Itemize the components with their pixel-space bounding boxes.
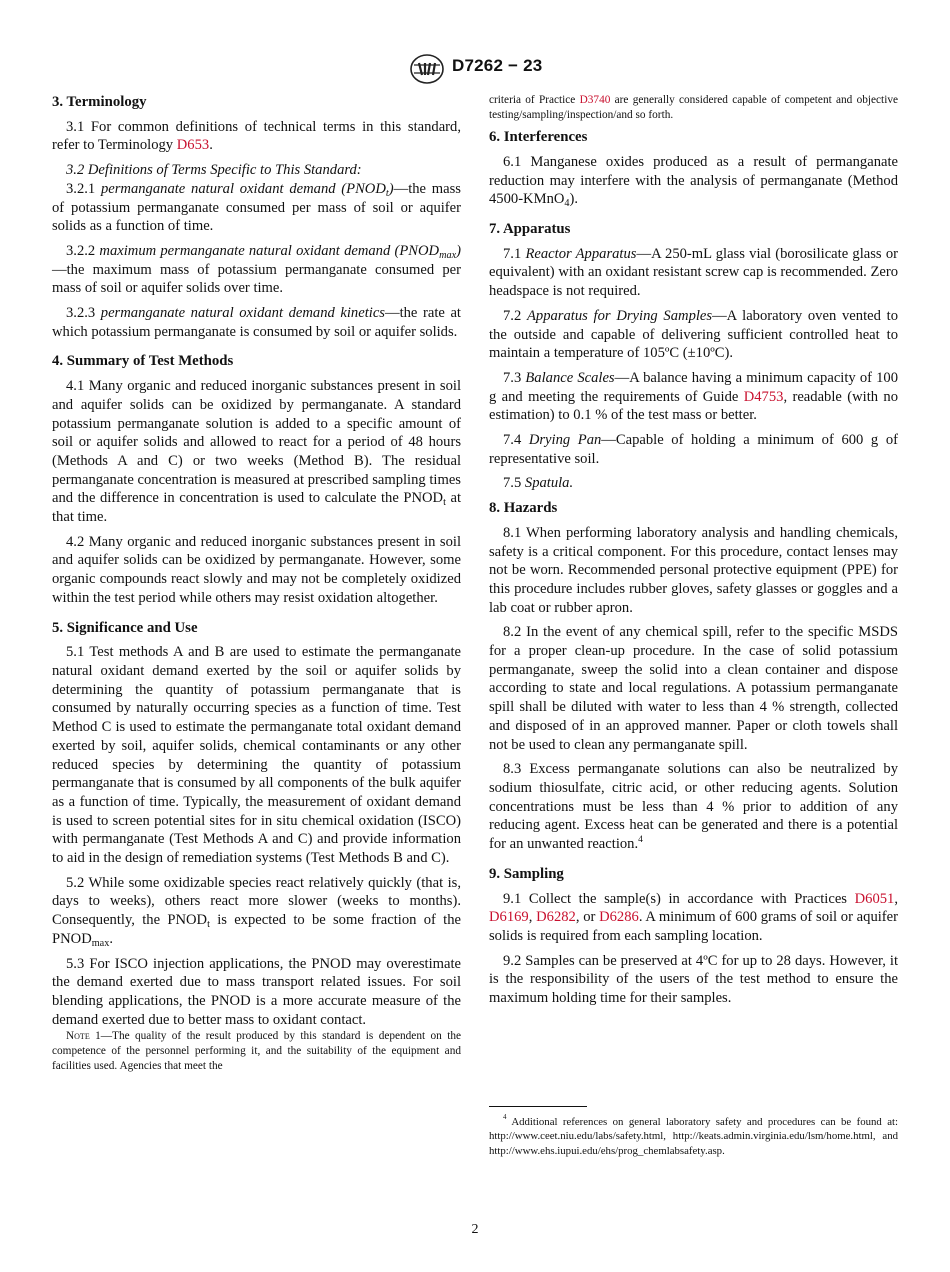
section-5-heading: 5. Significance and Use	[52, 619, 198, 636]
paragraph-7-3: 7.3 Balance Scales—A balance having a minimum capacity of 100 g and meeting the requirements of Guide D4753, readable (with no estimation) to 0.1 % of the test mass or better.	[489, 369, 899, 424]
section-8-heading: 8. Hazards	[489, 500, 558, 517]
astm-logo-icon	[410, 54, 444, 84]
paragraph-3-2-1: 3.2.1 permanganate natural oxidant demand $(PNOD_t)—the$ mass of potassium permanganate consumed per mass of soil or aquifer solids as a function of time.	[52, 180, 461, 235]
document-designation: D7262 − 23	[452, 56, 543, 75]
paragraph-3-2: 3.2 Definitions of Terms Specific to This Standard:	[66, 162, 362, 179]
section-7-heading: 7. Apparatus	[489, 221, 571, 237]
paragraph-6-1: 6.1 Manganese oxides produced as a result of permanganate reduction may interfere with the analysis of permanganate (Method 4500-KMnO$_4$).	[489, 153, 898, 210]
footnote-4-marker[interactable]: 4	[638, 835, 643, 846]
paragraph-8-1: 8.1 When performing laboratory analysis and handling chemicals, safety is a critical component. For this procedure, contact lenses may not be worn. Recommended personal protective equipment (PPE) for this procedure includes rubber gloves, safety glasses or goggles and a lab coat or rubber apron.	[489, 524, 898, 616]
footnote-4: $^4$ Additional references on general laboratory safety and procedures can be found at: http://www.ceet.niu.edu/labs/safety.html, http://keats.admin.virginia.edu/lsm/home.html, and http://www.ehs.iupui.edu/ehs/prog_chemlabsafety.asp.	[489, 1113, 898, 1157]
paragraph-5-1: 5.1 Test methods A and B are used to estimate the permanganate natural oxidant demand exerted by the soil or aquifer solids by determining the quantity of potassium permanganate that is consumed by naturally occurring species as a function of time. Test Method C is used to estimate the permanganate total oxidant demand exerted by soil, aquifer solids, chemical contaminants or any other reduced species by determining the quantity of potassium permanganate that is consumed by all components of the bulk aquifer as a function of time. Typically, the measurement of oxidant demand is used to screen potential sites for in situ chemical oxidation (ISCO) with permanganate (Test Methods A and C) and provide information to aid in the design of remediation systems (Test Methods B and C).	[52, 644, 461, 867]
paragraph-9-2: 9.2 Samples can be preserved at 4ºC for up to 28 days. However, it is the responsibility of the users of the test method to ensure the maximum holding time for their samples.	[489, 952, 898, 1007]
section-3-heading: 3. Terminology	[52, 94, 147, 110]
ref-d6169-link[interactable]: D6169	[489, 909, 529, 926]
section-6-heading: 6. Interferences	[489, 129, 588, 146]
section-9-heading: 9. Sampling	[489, 865, 564, 882]
page-header	[0, 54, 950, 84]
paragraph-7-2: 7.2 Apparatus for Drying Samples—A laboratory oven vented to the outside and capable of delivering sufficient controlled heat to maintain a temperature of 105ºC (±10ºC).	[489, 307, 898, 362]
ref-d6282-link[interactable]: D6282	[536, 909, 576, 926]
paragraph-4-2: 4.2 Many organic and reduced inorganic substances present in soil and aquifer solids can be oxidized by permanganate. However, some organic compounds react slowly and may not be completely oxidized within the test period while others may resist oxidation altogether.	[52, 533, 461, 606]
note-1: Note 1—The quality of the result produced by this standard is dependent on the competence of the personnel performing it, and the suitability of the equipment and facilities used. Agencies that meet the	[52, 1030, 461, 1072]
paragraph-3-2-2: 3.2.2 maximum permanganate natural oxidant demand $(PNOD_{max})—the$ maximum mass of potassium permanganate consumed per mass of soil or aquifer solids over time.	[52, 242, 461, 297]
paragraph-8-2: 8.2 In the event of any chemical spill, refer to the specific MSDS for a proper clean-up procedure. In the case of solid potassium permanganate, sweep the solid into a clean container and dispose according to state and local regulations. A potassium permanganate spill shall be diluted with water to less than 4 % strength, collected and disposed of in an approved manner. Paper or cloth towels shall not be used to clean any permanganate spill.	[489, 624, 898, 753]
footnote-divider	[489, 1106, 587, 1107]
paragraph-5-3: 5.3 For ISCO injection applications, the PNOD may overestimate the demand exerted due to mass transport related issues. For soil blending applications, the PNOD is a more accurate measure of the demand exerted due to better mass to oxidant contact.	[52, 955, 461, 1028]
ref-d653-link[interactable]: D653	[176, 137, 210, 154]
note-1-continued: criteria of Practice D3740 are generally considered capable of competent and objective testing/sampling/inspection/and so forth.	[489, 94, 899, 121]
paragraph-5-2: 5.2 While some oxidizable species react relatively quickly (that is, days to weeks), others react more slower (weeks to months). Consequently, the $PNOD_t$ is expected to be some fraction of the $PNOD_{max}$.	[52, 874, 461, 949]
ref-d3740-link[interactable]: D3740	[579, 94, 611, 106]
section-4-heading: 4. Summary of Test Methods	[52, 353, 234, 370]
paragraph-7-5: 7.5 Spatula.	[503, 475, 574, 492]
paragraph-7-1: 7.1 Reactor Apparatus—A 250-mL glass vial (borosilicate glass or equivalent) with an oxidant resistant screw cap is recommended. Zero headspace is not required.	[489, 245, 898, 300]
page-number: 2	[471, 1222, 479, 1237]
paragraph-4-1: 4.1 Many organic and reduced inorganic substances present in soil and aquifer solids can be oxidized by permanganate. A standard potassium permanganate solution is added to a specific amount of soil or aquifer solids and allowed to react for a period of 48 hours (Methods A and C) or two weeks (Method B). The residual permanganate concentration is measured at prescribed sampling times and the difference in concentration is used to calculate the $PNOD_t$ at that time.	[52, 378, 461, 526]
right-column	[489, 93, 899, 1157]
ref-d6286-link[interactable]: D6286	[599, 909, 639, 926]
paragraph-3-2-3: 3.2.3 permanganate natural oxidant demand kinetics—the rate at which potassium permanganate is consumed by soil or aquifer solids.	[52, 305, 461, 340]
paragraph-3-1: 3.1 For common definitions of technical terms in this standard, refer to Terminology D653.	[52, 118, 461, 154]
paragraph-7-4: 7.4 Drying Pan—Capable of holding a minimum of 600 g of representative soil.	[489, 432, 898, 467]
left-column	[52, 93, 461, 1079]
paragraph-8-3: 8.3 Excess permanganate solutions can also be neutralized by sodium thiosulfate, citric acid, or other reducing agents. Solution concentrations must be less than 4 % prior to addition of any reducing agent. Excess heat can be generated and there is a potential for an unwanted reaction.$^4$	[489, 761, 898, 853]
paragraph-9-1: 9.1 Collect the sample(s) in accordance with Practices D6051, D6169, D6282, or D6286. A minimum of 600 grams of soil or aquifer solids is required from each sampling location.	[489, 890, 899, 944]
ref-d4753-link[interactable]: D4753	[743, 388, 784, 405]
footnote-area	[489, 1106, 898, 1164]
ref-d6051-link[interactable]: D6051	[854, 890, 895, 907]
